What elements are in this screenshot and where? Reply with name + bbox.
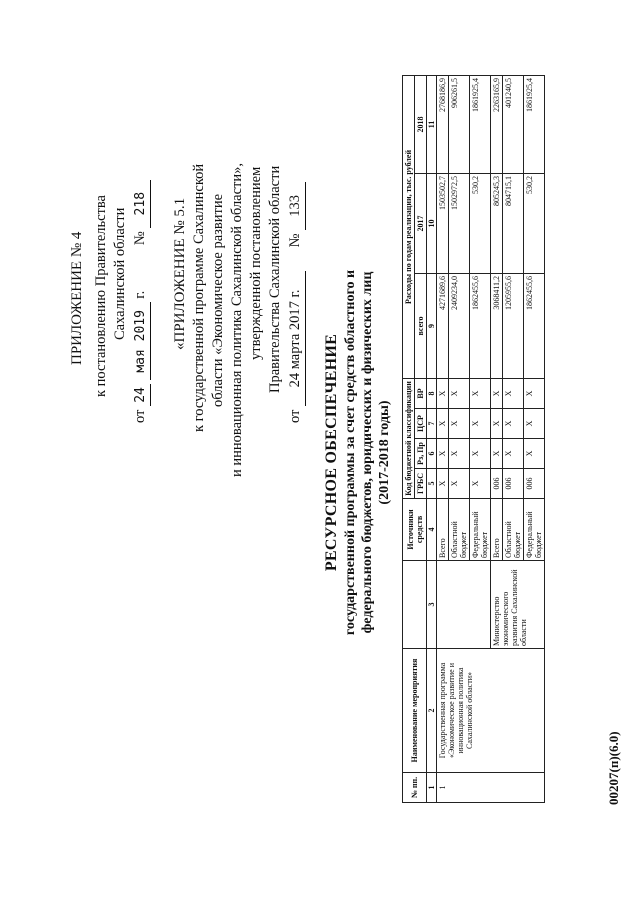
source-cell: Всего xyxy=(491,499,503,561)
index-cell: 1 xyxy=(427,773,437,803)
total-cell: 1205955,6 xyxy=(503,273,524,378)
sub-appendix-date-value: 24 марта 2017 г. xyxy=(286,271,306,406)
csr-cell: X xyxy=(449,409,470,439)
col-header-vr: ВР xyxy=(415,378,427,408)
rzpr-cell: X xyxy=(449,439,470,469)
index-cell: 6 xyxy=(427,439,437,469)
csr-cell: X xyxy=(491,409,503,439)
y2018-cell: 1861925,4 xyxy=(524,75,545,173)
col-header-grbs: ГРБС xyxy=(415,469,427,499)
vr-cell: X xyxy=(503,378,524,408)
total-cell: 4271689,6 xyxy=(437,273,449,378)
appendix-date-month: мая 2019 xyxy=(131,302,151,380)
col-header-exec xyxy=(403,561,427,649)
y2017-cell: 530,2 xyxy=(470,173,491,273)
rzpr-cell: X xyxy=(503,439,524,469)
col-header-name: Наименование мероприятия xyxy=(403,649,427,773)
source-cell: Всего xyxy=(437,499,449,561)
executor-cell: Министерство экономического развития Сахалинской области xyxy=(491,561,545,649)
index-cell: 5 xyxy=(427,469,437,499)
appendix-date-year-suffix: г. xyxy=(132,290,148,299)
sub-appendix-title: «ПРИЛОЖЕНИЕ № 5.1 xyxy=(172,197,188,350)
heading-sub-1: государственной программы за счет средств областного и xyxy=(343,269,358,636)
table-row xyxy=(437,75,449,802)
appendix-title: ПРИЛОЖЕНИЕ № 4 xyxy=(69,231,85,365)
index-cell: 8 xyxy=(427,378,437,408)
sub-appendix-line-5: Правительства Сахалинской области xyxy=(267,165,283,393)
vr-cell: X xyxy=(491,378,503,408)
index-cell: 2 xyxy=(427,649,437,773)
index-cell: 7 xyxy=(427,409,437,439)
heading-title: РЕСУРСНОЕ ОБЕСПЕЧЕНИЕ xyxy=(323,333,340,572)
y2017-cell: 530,2 xyxy=(524,173,545,273)
index-cell: 3 xyxy=(427,561,437,649)
appendix-line-2: Сахалинской области xyxy=(112,207,128,340)
csr-cell: X xyxy=(524,409,545,439)
sub-appendix-num-label: № xyxy=(287,233,303,248)
csr-cell: X xyxy=(470,409,491,439)
vr-cell: X xyxy=(449,378,470,408)
appendix-line-1: к постановлению Правительства xyxy=(93,195,109,397)
rzpr-cell: X xyxy=(470,439,491,469)
csr-cell: X xyxy=(503,409,524,439)
total-cell: 1862455,6 xyxy=(470,273,491,378)
appendix-num-value: 218 xyxy=(131,180,151,228)
executor-empty xyxy=(437,561,491,649)
grbs-cell: X xyxy=(449,469,470,499)
index-cell: 11 xyxy=(427,75,437,173)
grbs-cell: X xyxy=(470,469,491,499)
csr-cell: X xyxy=(437,409,449,439)
y2018-cell: 906261,5 xyxy=(449,75,470,173)
resource-table xyxy=(402,75,545,803)
y2017-cell: 804715,1 xyxy=(503,173,524,273)
program-name: Государственная программа «Экономическое развитие и инновационная политика Сахалинской области» xyxy=(437,649,545,773)
source-cell: Федеральный бюджет xyxy=(524,499,545,561)
col-header-2017: 2017 xyxy=(415,173,427,273)
appendix-date-from: от xyxy=(132,409,148,423)
vr-cell: X xyxy=(437,378,449,408)
appendix-date-row xyxy=(131,180,151,423)
col-header-expenses: Расходы по годам реализации, тыс. рублей xyxy=(403,75,415,378)
sub-appendix-line-4: утвержденной постановлением xyxy=(248,166,264,360)
grbs-cell: 006 xyxy=(524,469,545,499)
vr-cell: X xyxy=(470,378,491,408)
col-header-rzpr: Рз, Пр xyxy=(415,439,427,469)
heading-sub-3: (2017-2018 годы) xyxy=(377,400,392,505)
total-cell: 2409234,0 xyxy=(449,273,470,378)
document-heading xyxy=(322,0,393,905)
grbs-cell: 006 xyxy=(503,469,524,499)
source-cell: Областной бюджет xyxy=(503,499,524,561)
rzpr-cell: X xyxy=(491,439,503,469)
sub-appendix-date-from: от xyxy=(287,409,303,423)
y2017-cell: 1502972,5 xyxy=(449,173,470,273)
total-cell: 3068411,2 xyxy=(491,273,503,378)
source-cell: Областной бюджет xyxy=(449,499,470,561)
appendix-date-day: 24 xyxy=(131,384,151,406)
index-cell: 4 xyxy=(427,499,437,561)
sub-appendix-line-3: и инновационная политика Сахалинской области», xyxy=(229,162,245,477)
rzpr-cell: X xyxy=(524,439,545,469)
col-header-total: всего xyxy=(415,273,427,378)
y2018-cell: 2263165,9 xyxy=(491,75,503,173)
vr-cell: X xyxy=(524,378,545,408)
column-index-row xyxy=(427,75,437,802)
source-cell: Федеральный бюджет xyxy=(470,499,491,561)
y2017-cell: 1503502,7 xyxy=(437,173,449,273)
sub-appendix-date-row xyxy=(286,182,306,423)
heading-sub-2: федерального бюджетов, юридических и физических лиц xyxy=(360,271,375,634)
index-cell: 9 xyxy=(427,273,437,378)
sub-appendix-num-value: 133 xyxy=(286,182,306,230)
grbs-cell: X xyxy=(437,469,449,499)
index-cell: 10 xyxy=(427,173,437,273)
sub-appendix-line-1: к государственной программе Сахалинской xyxy=(191,163,207,432)
col-header-num: № пп. xyxy=(403,773,427,803)
total-cell: 1862455,6 xyxy=(524,273,545,378)
col-header-csr: ЦСР xyxy=(415,409,427,439)
y2017-cell: 805245,3 xyxy=(491,173,503,273)
grbs-cell: 006 xyxy=(491,469,503,499)
sub-appendix-line-2: области «Экономическое развитие xyxy=(210,193,226,407)
y2018-cell: 1861925,4 xyxy=(470,75,491,173)
rzpr-cell: X xyxy=(437,439,449,469)
appendix-num-label: № xyxy=(132,231,148,246)
footer-code: 00207(п)(6.0) xyxy=(606,731,621,805)
col-header-2018: 2018 xyxy=(415,75,427,173)
y2018-cell: 401240,5 xyxy=(503,75,524,173)
col-header-kbk: Код бюджетной классификации xyxy=(403,378,415,498)
y2018-cell: 2768186,9 xyxy=(437,75,449,173)
row-num: 1 xyxy=(437,773,545,803)
col-header-source: Источники средств xyxy=(403,499,427,561)
